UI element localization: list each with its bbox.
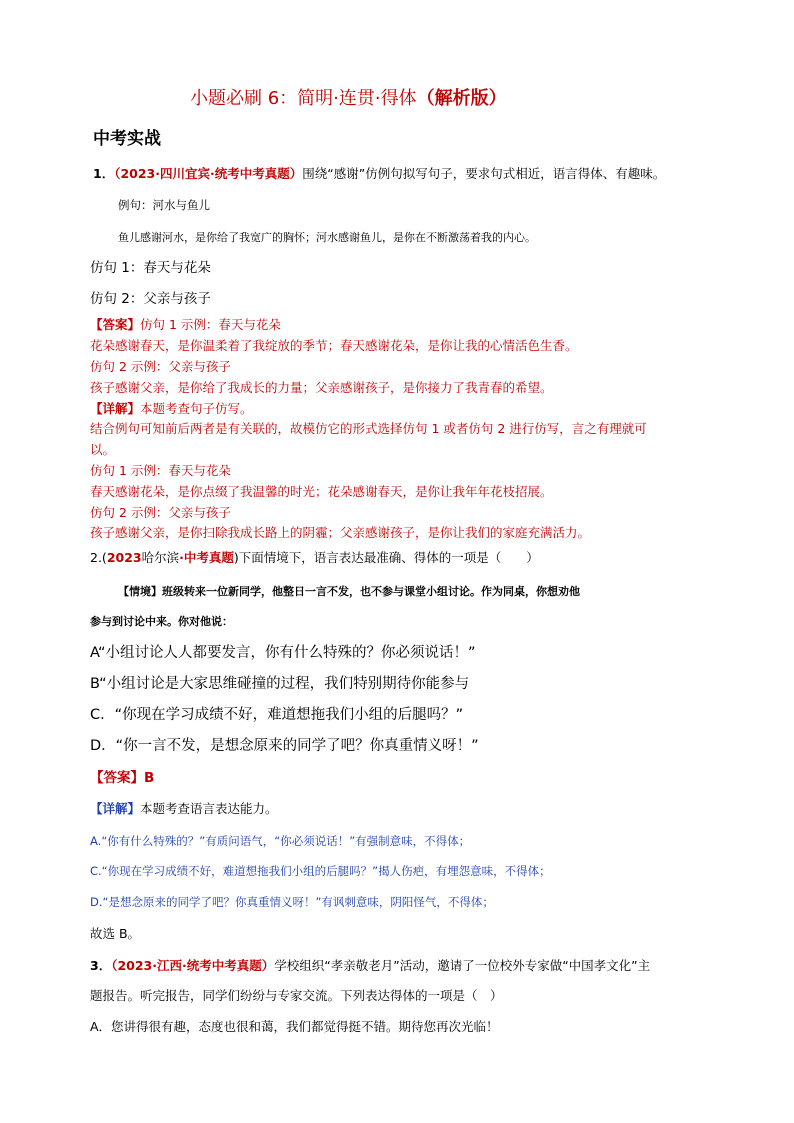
q1-detail-text-1: 本题考查句子仿写。 <box>140 401 253 416</box>
q1-detail-line-4: 仿句 1 示例：春天与花朵 <box>90 463 231 478</box>
q2-option-d: D．“你一言不发，是想念原来的同学了吧？你真重情义呀！” <box>90 738 479 754</box>
q2-analysis-a: A.“你有什么特殊的？”有质问语气，“你必须说话！”有强制意味，不得体； <box>90 834 471 848</box>
page-title <box>190 90 507 108</box>
title-main: 小题必刷 6：简明·连贯·得体 <box>190 88 417 109</box>
q3-source: （2023·江西·统考中考真题） <box>111 958 275 973</box>
q2-source-dot: · <box>179 550 184 565</box>
q1-stem-line <box>93 168 665 181</box>
q2-answer-value: B <box>144 770 155 786</box>
q2-detail-tag: 【详解】 <box>90 801 141 816</box>
q2-option-c: C．“你现在学习成绩不好，难道想拖我们小组的后腿吗？” <box>90 707 464 723</box>
q2-option-b: B“小组讨论是大家思维碰撞的过程，我们特别期待你能参与 <box>90 676 470 692</box>
q1-detail-line-5: 春天感谢花朵，是你点缀了我温馨的时光；花朵感谢春天，是你让我年年花枝招展。 <box>90 484 553 499</box>
q2-detail-text: 本题考查语言表达能力。 <box>140 801 278 816</box>
q2-context-line-1: 【情境】班级转来一位新同学，他整日一言不发，也不参与课堂小组讨论。作为同桌，你想劝他 <box>118 585 580 598</box>
q1-answer-line-2: 花朵感谢春天，是你温柔着了我绽放的季节；春天感谢花朵，是你让我的心情活色生香。 <box>90 338 578 353</box>
q2-source-type: 中考真题 <box>183 550 234 565</box>
q2-stem-line <box>90 552 539 565</box>
q2-analysis-d: D.“是想念原来的同学了吧？你真重情义呀！”有讽刺意味，阴阳怪气，不得体； <box>90 895 494 909</box>
q1-detail-line-7: 孩子感谢父亲，是你扫除我成长路上的阴霾；父亲感谢孩子，是你让我们的家庭充满活力。 <box>90 525 591 540</box>
q1-answer-tag: 【答案】 <box>90 317 141 332</box>
q1-detail-line-3: 以。 <box>90 442 116 457</box>
q1-detail-line-1 <box>90 403 253 416</box>
q3-stem-line-1 <box>90 960 650 973</box>
q1-example-text: 鱼儿感谢河水，是你给了我宽广的胸怀；河水感谢鱼儿，是你在不断激荡着我的内心。 <box>118 231 536 244</box>
section-heading: 中考实战 <box>93 129 161 149</box>
q3-stem-text-1: 学校组织“孝亲敬老月”活动，邀请了一位校外专家做“中国孝文化”主 <box>274 958 651 973</box>
q2-stem: )下面情境下，语言表达最准确、得体的一项是（ ） <box>233 550 539 565</box>
q1-answer-line-3: 仿句 2 示例：父亲与孩子 <box>90 359 231 374</box>
q1-detail-line-6: 仿句 2 示例：父亲与孩子 <box>90 505 231 520</box>
q2-conclusion: 故选 B。 <box>90 926 141 941</box>
q1-source: （2023·四川宜宾·统考中考真题） <box>114 166 303 181</box>
title-suffix: （解析版） <box>416 88 507 109</box>
q2-analysis-c: C.“你现在学习成绩不好，难道想拖我们小组的后腿吗？”揭人伤疤，有埋怨意味，不得体； <box>90 864 551 878</box>
q2-answer <box>90 772 154 786</box>
q1-answer-text-1: 仿句 1 示例：春天与花朵 <box>140 317 281 332</box>
q1-prompt-1: 仿句 1：春天与花朵 <box>90 260 211 276</box>
q1-answer-line-1 <box>90 319 281 332</box>
q3-number: 3． <box>90 958 112 973</box>
q2-number: 2.( <box>90 550 107 565</box>
q1-answer-line-4: 孩子感谢父亲，是你给了我成长的力量；父亲感谢孩子，是你接力了我青春的希望。 <box>90 380 553 395</box>
q1-detail-line-2: 结合例句可知前后两者是有关联的，故模仿它的形式选择仿句 1 或者仿句 2 进行仿写，言之有理就可 <box>90 421 647 436</box>
q2-answer-tag: 【答案】 <box>90 770 144 786</box>
q2-option-a: A“小组讨论人人都要发言，你有什么特殊的？你必须说话！” <box>90 645 476 661</box>
q1-stem: 围绕“感谢”仿例句拟写句子，要求句式相近，语言得体、有趣味。 <box>302 166 666 181</box>
q2-context-line-2: 参与到讨论中来。你对他说： <box>90 615 233 628</box>
q2-source-place: 哈尔滨 <box>141 550 180 565</box>
q2-source-year: 2023 <box>106 550 142 565</box>
q1-prompt-2: 仿句 2：父亲与孩子 <box>90 291 211 307</box>
q1-detail-tag: 【详解】 <box>90 401 141 416</box>
q3-stem-line-2: 题报告。听完报告，同学们纷纷与专家交流。下列表达得体的一项是（ ） <box>90 988 503 1003</box>
q1-number: 1． <box>93 166 115 181</box>
q3-option-a: A．您讲得很有趣，态度也很和蔼，我们都觉得挺不错。期待您再次光临！ <box>90 1019 499 1034</box>
q1-example-label: 例句：河水与鱼儿 <box>118 198 210 212</box>
q2-detail <box>90 803 278 816</box>
